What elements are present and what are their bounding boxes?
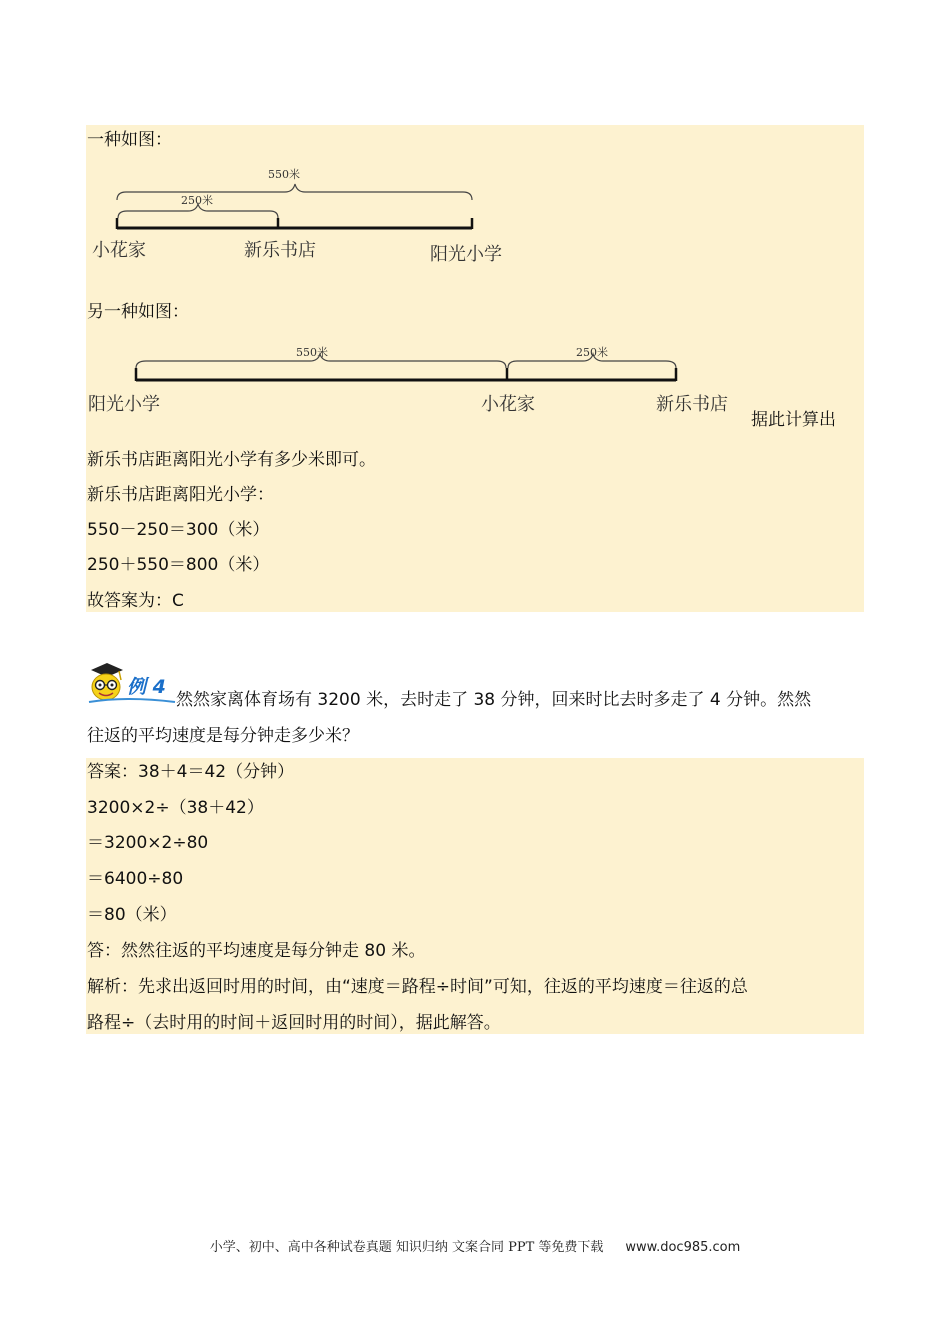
diagram2-point-b: 小花家 xyxy=(481,394,535,415)
example4-question-line1: 然然家离体育场有 3200 米，去时走了 38 分钟，回来时比去时多走了 4 分钟。然然 xyxy=(176,690,812,710)
example4-answer-1: 答案：38＋4＝42（分钟） xyxy=(87,762,295,782)
solution1-line3: 550－250＝300（米） xyxy=(87,520,270,540)
example-badge xyxy=(87,660,177,710)
page-footer xyxy=(0,1236,950,1255)
example4-question-line2: 往返的平均速度是每分钟走多少米？ xyxy=(87,726,359,746)
diagram1-point-c: 阳光小学 xyxy=(430,244,502,265)
diagram1-point-a: 小花家 xyxy=(92,240,146,261)
solution1-line2: 新乐书店距离阳光小学： xyxy=(87,485,274,505)
diagram2-dim-right: 250米 xyxy=(576,346,608,359)
solution1-line1: 新乐书店距离阳光小学有多少米即可。 xyxy=(87,450,376,470)
diagram1-intro: 一种如图： xyxy=(87,130,172,150)
diagram1-dim-part: 250米 xyxy=(181,194,213,207)
example4-answer-3: ＝3200×2÷80 xyxy=(87,833,209,853)
diagram2-point-a: 阳光小学 xyxy=(88,394,160,415)
example4-answer-5: ＝80（米） xyxy=(87,905,177,925)
diagram1-dim-total: 550米 xyxy=(268,168,300,181)
diagram2-point-c: 新乐书店 xyxy=(656,394,728,415)
solution1-line4: 250＋550＝800（米） xyxy=(87,555,270,575)
example4-answer-2: 3200×2÷（38＋42） xyxy=(87,798,264,818)
line-diagram-2 xyxy=(0,300,950,400)
example-badge-label: 例 4 xyxy=(127,676,166,698)
example4-answer-4: ＝6400÷80 xyxy=(87,869,184,889)
example4-answer-6: 答：然然往返的平均速度是每分钟走 80 米。 xyxy=(87,941,426,961)
footer-url[interactable]: www.doc985.com xyxy=(625,1240,741,1255)
solution1-line5: 故答案为：C xyxy=(87,591,184,611)
example4-analysis-2: 路程÷（去时用的时间＋返回时用的时间），据此解答。 xyxy=(87,1013,501,1033)
diagram2-intro: 另一种如图： xyxy=(87,302,189,322)
diagram1-point-b: 新乐书店 xyxy=(244,240,316,261)
diagram2-dim-left: 550米 xyxy=(296,346,328,359)
example4-analysis-1: 解析：先求出返回时用的时间，由“速度＝路程÷时间”可知，往返的平均速度＝往返的总 xyxy=(87,977,748,997)
footer-text: 小学、初中、高中各种试卷真题 知识归纳 文案合同 PPT 等免费下载 xyxy=(209,1240,604,1255)
diagram2-trailing: 据此计算出 xyxy=(751,410,836,430)
